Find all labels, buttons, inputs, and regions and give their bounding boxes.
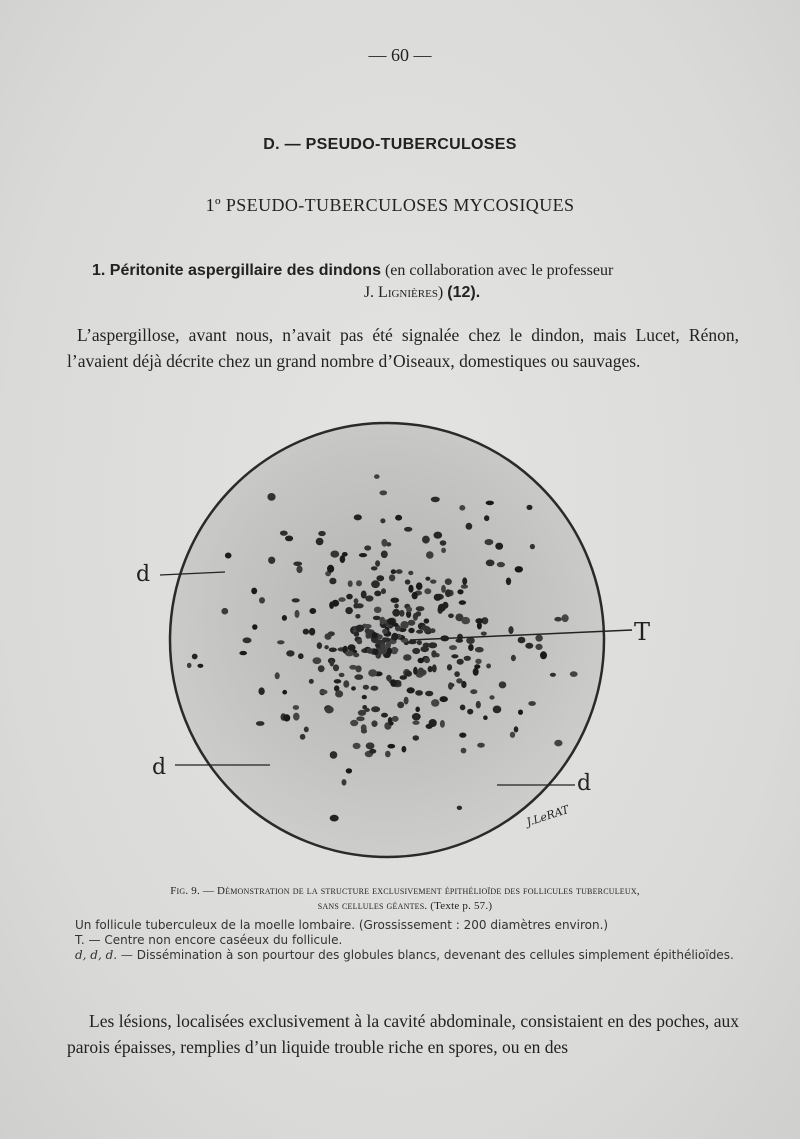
cell-nucleus <box>256 721 265 726</box>
cell-nucleus <box>562 614 569 622</box>
cell-nucleus <box>333 664 339 671</box>
cell-nucleus <box>380 490 388 495</box>
cell-nucleus <box>431 497 440 503</box>
cell-nucleus <box>440 720 445 728</box>
cell-nucleus <box>317 642 322 649</box>
cell-nucleus <box>381 539 387 547</box>
cell-nucleus <box>342 779 347 785</box>
cell-nucleus <box>405 579 411 584</box>
cell-nucleus <box>364 545 371 550</box>
cell-nucleus <box>461 617 470 624</box>
cell-nucleus <box>431 650 436 657</box>
cell-nucleus <box>468 644 474 651</box>
cell-nucleus <box>378 649 387 655</box>
cell-nucleus <box>418 658 425 664</box>
cell-nucleus <box>345 607 353 614</box>
cell-nucleus <box>327 565 334 573</box>
cell-nucleus <box>381 588 386 594</box>
cell-nucleus <box>374 474 380 479</box>
section-title: D. — PSEUDO-TUBERCULOSES <box>263 136 517 153</box>
cell-nucleus <box>268 557 275 564</box>
cell-nucleus <box>309 608 316 614</box>
cell-nucleus <box>400 621 408 629</box>
cell-nucleus <box>404 697 409 705</box>
cell-nucleus <box>416 582 423 590</box>
cell-nucleus <box>448 682 453 689</box>
cell-nucleus <box>473 668 479 676</box>
cell-nucleus <box>461 681 466 688</box>
cell-nucleus <box>415 611 421 616</box>
caption-title-line1: Fig. 9. — Démonstration de la structure exclusivement épithélioïde des follicules tuberculeux, <box>170 885 640 897</box>
cell-nucleus <box>335 690 343 697</box>
cell-nucleus <box>413 735 420 740</box>
cell-nucleus <box>252 624 257 630</box>
cell-nucleus <box>362 695 367 699</box>
cell-nucleus <box>356 716 364 721</box>
cell-nucleus <box>392 609 400 617</box>
cell-nucleus <box>366 742 375 749</box>
cell-nucleus <box>441 548 446 553</box>
cell-nucleus <box>408 571 413 575</box>
cell-nucleus <box>464 656 471 661</box>
cell-nucleus <box>303 629 309 635</box>
cell-nucleus <box>346 594 353 600</box>
cell-nucleus <box>353 743 361 749</box>
cell-nucleus <box>371 706 380 712</box>
cell-nucleus <box>527 505 533 510</box>
cell-nucleus <box>332 600 339 607</box>
intro-paragraph: L’aspergillose, avant nous, n’avait pas été signalée chez le dindon, mais Lucet, Rénon, l’avaient déjà décrite chez un grand nombre d’Oiseaux, domestiques ou sauvages. <box>67 325 739 371</box>
cell-nucleus <box>356 580 362 586</box>
cell-nucleus <box>399 610 404 617</box>
cell-nucleus <box>380 518 385 523</box>
cell-nucleus <box>470 689 477 694</box>
cell-nucleus <box>309 628 315 636</box>
cell-nucleus <box>292 598 300 602</box>
cell-nucleus <box>431 699 439 707</box>
cell-nucleus <box>486 560 495 567</box>
cell-nucleus <box>340 555 346 563</box>
cell-nucleus <box>283 714 290 721</box>
cell-nucleus <box>313 657 322 664</box>
cell-nucleus <box>408 628 414 633</box>
cell-nucleus <box>493 706 502 714</box>
cell-nucleus <box>258 687 264 695</box>
cell-nucleus <box>408 585 413 593</box>
cell-nucleus <box>412 713 421 720</box>
cell-nucleus <box>424 657 430 663</box>
caption-line: Un follicule tuberculeux de la moelle lombaire. (Grossissement : 200 diamètres environ.) <box>75 918 609 932</box>
cell-nucleus <box>412 648 420 654</box>
cell-nucleus <box>346 768 352 773</box>
cell-nucleus <box>425 577 430 581</box>
cell-nucleus <box>343 680 349 688</box>
artist-signature: J.LeRAT <box>524 802 571 829</box>
cell-nucleus <box>518 710 523 715</box>
cell-nucleus <box>348 644 356 651</box>
cell-nucleus <box>293 562 302 567</box>
cell-nucleus <box>404 527 412 532</box>
cell-nucleus <box>445 589 451 597</box>
cell-nucleus <box>486 664 491 669</box>
cell-nucleus <box>251 588 257 595</box>
cell-nucleus <box>259 597 265 603</box>
cell-nucleus <box>391 633 398 641</box>
cell-nucleus <box>445 578 452 585</box>
cell-nucleus <box>499 681 507 688</box>
cell-nucleus <box>389 574 395 581</box>
cell-nucleus <box>387 618 395 625</box>
cell-nucleus <box>459 505 465 511</box>
cell-nucleus <box>515 566 523 572</box>
cell-nucleus <box>329 659 334 666</box>
cell-nucleus <box>405 671 412 677</box>
cell-nucleus <box>293 713 300 721</box>
cell-nucleus <box>365 595 373 601</box>
cell-nucleus <box>412 592 418 599</box>
cell-nucleus <box>286 650 294 656</box>
cell-nucleus <box>382 629 388 634</box>
cell-nucleus <box>324 645 329 649</box>
cell-nucleus <box>389 721 394 725</box>
cell-nucleus <box>430 580 436 584</box>
entry-reference: (12). <box>447 284 481 301</box>
cell-nucleus <box>476 701 481 709</box>
caption-d-label: d, d, d. — <box>75 948 133 962</box>
label-d-lower-left: d <box>152 755 167 780</box>
cell-nucleus <box>309 679 314 684</box>
cell-nucleus <box>285 536 293 542</box>
cell-nucleus <box>440 696 448 702</box>
cell-nucleus <box>371 720 377 727</box>
cell-nucleus <box>296 566 302 573</box>
cell-nucleus <box>483 715 488 720</box>
cell-nucleus <box>221 608 228 615</box>
microscopy-figure <box>0 400 800 880</box>
cell-nucleus <box>330 551 339 558</box>
cell-nucleus <box>363 685 369 690</box>
cell-nucleus <box>356 639 362 644</box>
cell-nucleus <box>371 686 379 691</box>
cell-nucleus <box>466 523 473 530</box>
cell-nucleus <box>417 640 422 645</box>
cell-nucleus <box>432 664 437 672</box>
caption-title-ref: (Texte p. 57.) <box>430 900 493 912</box>
cell-nucleus <box>282 615 287 621</box>
cell-nucleus <box>407 687 415 693</box>
cell-nucleus <box>535 635 542 642</box>
cell-nucleus <box>459 600 466 605</box>
cell-nucleus <box>350 720 358 726</box>
cell-nucleus <box>412 721 419 725</box>
cell-nucleus <box>368 669 377 676</box>
cell-nucleus <box>282 690 287 695</box>
cell-nucleus <box>402 746 407 753</box>
cell-nucleus <box>454 671 460 677</box>
cell-nucleus <box>428 666 433 672</box>
cell-nucleus <box>540 651 547 659</box>
cell-nucleus <box>467 709 473 715</box>
cell-nucleus <box>361 729 367 734</box>
cell-nucleus <box>457 589 463 594</box>
cell-nucleus <box>351 686 356 690</box>
cell-nucleus <box>525 643 533 649</box>
cell-nucleus <box>300 734 306 740</box>
cell-nucleus <box>425 691 433 697</box>
cell-nucleus <box>354 674 363 680</box>
cell-nucleus <box>243 637 252 643</box>
cell-nucleus <box>474 664 480 669</box>
cell-nucleus <box>374 607 382 613</box>
cell-nucleus <box>277 640 285 644</box>
cell-nucleus <box>477 743 485 748</box>
cell-nucleus <box>475 647 484 653</box>
caption-title-line2: sans cellules géantes. <box>317 900 428 912</box>
cell-nucleus <box>461 748 467 754</box>
cell-nucleus <box>438 604 446 612</box>
cell-nucleus <box>497 562 505 567</box>
cell-nucleus <box>275 672 280 679</box>
entry-author: J. Lignières) <box>363 284 444 301</box>
cell-nucleus <box>419 669 427 675</box>
cell-nucleus <box>475 618 483 624</box>
cell-nucleus <box>304 727 309 733</box>
cell-nucleus <box>460 705 466 711</box>
cell-nucleus <box>345 650 354 656</box>
cell-nucleus <box>528 701 536 706</box>
cell-nucleus <box>375 640 384 645</box>
cell-nucleus <box>320 690 328 695</box>
cell-nucleus <box>416 630 423 634</box>
cell-nucleus <box>372 649 378 655</box>
cell-nucleus <box>371 580 380 588</box>
cell-nucleus <box>396 569 403 574</box>
cell-nucleus <box>364 708 370 712</box>
cell-nucleus <box>316 538 324 545</box>
cell-nucleus <box>387 744 395 749</box>
cell-nucleus <box>451 654 458 658</box>
cell-nucleus <box>421 646 429 652</box>
entry-collaboration: (en collaboration avec le professeur <box>384 262 614 279</box>
cell-nucleus <box>434 594 442 601</box>
cell-nucleus <box>355 614 360 619</box>
entry-title: 1. Péritonite aspergillaire des dindons <box>92 262 381 279</box>
cell-nucleus <box>530 544 535 549</box>
cell-nucleus <box>424 618 430 623</box>
cell-nucleus <box>280 531 288 536</box>
cell-nucleus <box>462 577 467 584</box>
cell-nucleus <box>518 637 526 644</box>
cell-nucleus <box>381 713 388 718</box>
cell-nucleus <box>391 598 400 603</box>
closing-paragraph: Les lésions, localisées exclusivement à la cavité abdominale, consistaient en des poches, aux parois épaisses, remplies d’un liquide trouble riche en spores, ou en des <box>67 1011 739 1057</box>
cell-nucleus <box>225 553 232 559</box>
cell-nucleus <box>449 645 457 650</box>
cell-nucleus <box>416 606 425 611</box>
cell-nucleus <box>424 588 431 594</box>
cell-nucleus <box>376 575 384 581</box>
cell-nucleus <box>374 591 381 597</box>
label-t: T <box>634 618 651 646</box>
cell-nucleus <box>364 624 372 629</box>
caption-d-text: Dissémination à son pourtour des globules blancs, devenant des cellules simplement épithélioïdes. <box>136 948 734 962</box>
cell-nucleus <box>325 706 334 713</box>
cell-nucleus <box>329 578 336 585</box>
cell-nucleus <box>535 644 542 650</box>
cell-nucleus <box>390 679 396 687</box>
caption-line: T. — Centre non encore caséeux du follicule. <box>75 933 343 947</box>
cell-nucleus <box>486 501 494 506</box>
cell-nucleus <box>426 551 434 558</box>
cell-nucleus <box>338 597 345 602</box>
cell-nucleus <box>489 695 494 699</box>
cell-nucleus <box>267 493 275 501</box>
cell-nucleus <box>485 539 494 545</box>
subsection-title: 1º PSEUDO-TUBERCULOSES MYCOSIQUES <box>205 195 575 215</box>
cell-nucleus <box>380 617 386 625</box>
cell-nucleus <box>506 578 511 586</box>
cell-nucleus <box>430 628 435 633</box>
cell-nucleus <box>415 707 420 713</box>
cell-nucleus <box>422 536 430 544</box>
cell-nucleus <box>354 632 360 637</box>
caption-line <box>75 948 740 963</box>
cell-nucleus <box>481 632 487 636</box>
cell-nucleus <box>508 626 513 634</box>
cell-nucleus <box>441 585 446 593</box>
figure-caption-body <box>75 918 740 963</box>
cell-nucleus <box>403 654 411 661</box>
cell-nucleus <box>192 654 198 660</box>
cell-nucleus <box>434 532 443 539</box>
cell-nucleus <box>394 604 399 609</box>
cell-nucleus <box>383 638 390 643</box>
cell-nucleus <box>457 659 464 665</box>
cell-nucleus <box>375 560 380 566</box>
cell-nucleus <box>387 648 392 655</box>
cell-nucleus <box>447 664 452 670</box>
cell-nucleus <box>391 569 396 574</box>
cell-nucleus <box>392 716 399 722</box>
cell-nucleus <box>413 667 418 675</box>
cell-nucleus <box>514 726 519 732</box>
cell-nucleus <box>415 690 423 696</box>
cell-nucleus <box>353 653 359 658</box>
cell-nucleus <box>330 751 338 759</box>
cell-nucleus <box>329 648 337 653</box>
cell-nucleus <box>354 514 362 520</box>
cell-nucleus <box>372 632 378 639</box>
cell-nucleus <box>457 806 462 810</box>
figure-caption-title <box>100 884 710 914</box>
cell-nucleus <box>440 540 447 545</box>
label-d-lower-right: d <box>577 771 592 796</box>
cell-nucleus <box>359 553 367 557</box>
publication-entry <box>92 260 712 304</box>
cell-nucleus <box>187 663 192 668</box>
cell-nucleus <box>356 603 364 608</box>
cell-nucleus <box>511 655 516 661</box>
cell-nucleus <box>459 733 466 738</box>
cell-nucleus <box>397 702 404 709</box>
cell-nucleus <box>550 673 556 677</box>
cell-nucleus <box>318 665 325 672</box>
cell-nucleus <box>475 659 481 664</box>
cell-nucleus <box>426 724 433 729</box>
cell-nucleus <box>348 580 353 587</box>
cell-nucleus <box>406 607 412 613</box>
cell-nucleus <box>369 749 376 754</box>
cell-nucleus <box>371 566 378 570</box>
cell-nucleus <box>330 815 339 822</box>
cell-nucleus <box>400 675 407 680</box>
cell-nucleus <box>295 610 300 618</box>
cell-nucleus <box>395 515 402 521</box>
cell-nucleus <box>239 651 247 655</box>
cell-nucleus <box>356 625 365 632</box>
cell-nucleus <box>484 515 489 521</box>
cell-nucleus <box>373 616 381 620</box>
cell-nucleus <box>385 751 391 758</box>
cell-nucleus <box>554 617 562 622</box>
label-d-upper: d <box>136 562 151 587</box>
cell-nucleus <box>421 626 429 631</box>
cell-nucleus <box>355 665 361 672</box>
cell-nucleus <box>381 551 388 559</box>
cell-nucleus <box>339 673 345 677</box>
page-number: — 60 — <box>368 45 432 65</box>
cell-nucleus <box>325 633 332 640</box>
cell-nucleus <box>570 671 578 677</box>
cell-nucleus <box>298 653 304 659</box>
cell-nucleus <box>334 679 342 683</box>
cell-nucleus <box>461 584 468 588</box>
cell-nucleus <box>318 531 326 536</box>
entry-line2 <box>92 282 712 304</box>
cell-nucleus <box>554 740 562 747</box>
cell-nucleus <box>456 639 464 643</box>
cell-nucleus <box>293 705 299 710</box>
cell-nucleus <box>197 664 203 668</box>
cell-nucleus <box>408 620 416 626</box>
cell-nucleus <box>510 732 515 738</box>
cell-nucleus <box>354 598 359 604</box>
cell-nucleus <box>495 543 503 550</box>
cell-nucleus <box>448 614 454 619</box>
